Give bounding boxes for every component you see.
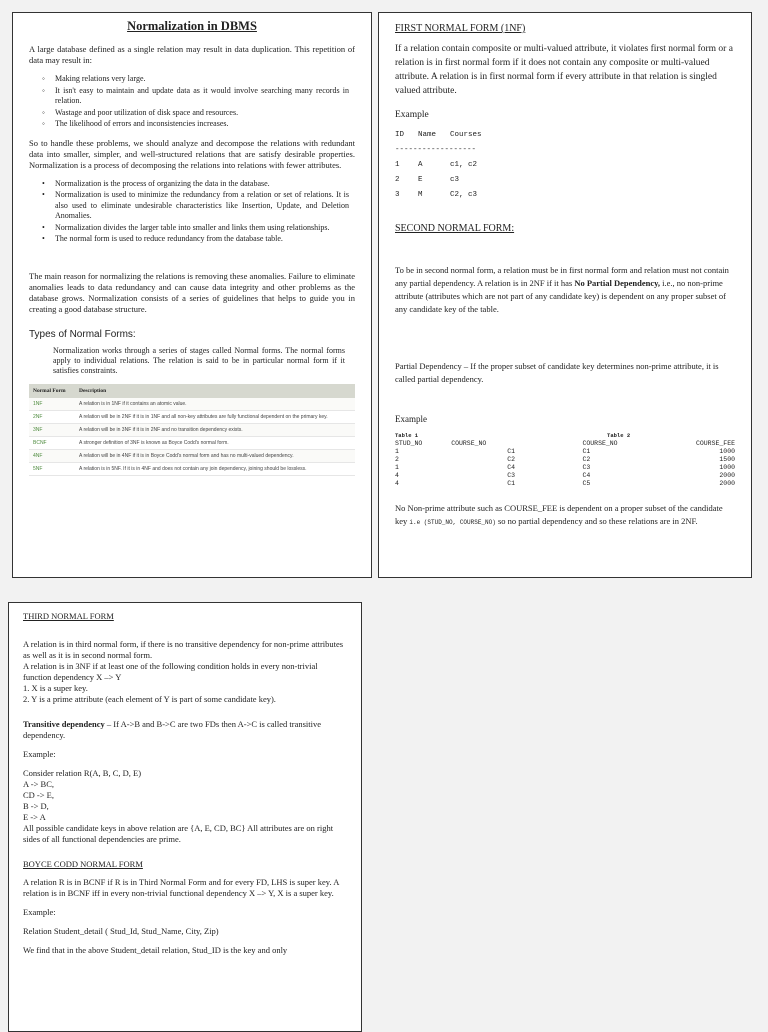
table-cell: C2, c3: [450, 190, 478, 199]
table-row: [395, 456, 735, 464]
table-row: [395, 464, 735, 472]
form-cell: 1NF: [29, 398, 75, 411]
table-row: [395, 173, 496, 188]
table-row: [395, 448, 735, 456]
list-item: ◦ Wastage and poor utilization of disk space and resources.: [55, 108, 355, 119]
normal-forms-table: [29, 384, 355, 476]
form-cell: 2NF: [29, 410, 75, 423]
table-cell: 2: [395, 456, 399, 463]
first-second-normal-form-page: [378, 12, 752, 578]
3nf-condition: A relation is in 3NF if at least one of the following condition holds in every non-trivial function dependency X –> Y: [23, 661, 318, 682]
reason-paragraph: The main reason for normalizing the relations is removing these anomalies. Failure to eliminate anomalies leads to data redundancy and can cause data integrity and other problems as the database grows. Normalization consists of a series of guidelines that helps to guide you in creating a good database structure.: [29, 270, 355, 314]
analysis-text: We find that in the above Student_detail relation, Stud_ID is the key and only: [23, 945, 288, 955]
table-cell: 2000: [719, 472, 735, 479]
key-span: i.e (STUD_NO, COURSE_NO): [409, 519, 496, 526]
table-cell: c1, c2: [450, 160, 478, 169]
2nf-conclusion: [395, 502, 735, 529]
table-row: [29, 462, 355, 475]
column-header: ID: [395, 130, 405, 139]
form-cell: BCNF: [29, 436, 75, 449]
column-header: COURSE_FEE: [695, 440, 735, 447]
example-label: Example: [395, 110, 429, 120]
table-row: [395, 480, 735, 488]
description-cell: A relation will be in 3NF if it is in 2NF and no transition dependency exists.: [75, 423, 355, 436]
candidate-keys: All possible candidate keys in above relation are {A, E, CD, BC} All attributes are on right sides of all functional dependencies are prime.: [23, 823, 334, 844]
table-cell: C3: [582, 464, 591, 471]
example-label: Example:: [23, 749, 56, 759]
page-title: Normalization in DBMS: [127, 19, 257, 33]
table-cell: C1: [507, 448, 515, 455]
table-cell: C4: [507, 464, 515, 471]
table-cell: C1: [507, 480, 515, 487]
problems-list: [29, 74, 355, 130]
table-row: [395, 472, 735, 480]
table-cell: 2000: [719, 480, 735, 487]
example-label: Example: [395, 414, 427, 424]
1nf-definition: If a relation contain composite or multi-valued attribute, it violates first normal form or a relation is in first normal form if it does not contain any composite or multi-valued attribute. A relation is in first normal form if every attribute in that relation is singled valued attribute.: [395, 44, 733, 96]
table-row: [29, 423, 355, 436]
column-header: Description: [75, 384, 355, 398]
solution-paragraph: So to handle these problems, we should analyze and decompose the relations with redundant data into smaller, simpler, and well-structured relations that are satisfy desirable properties. Normalization is a process of decomposing the relations into relations with fewer attributes.: [29, 137, 355, 170]
fd-item: B -> D,: [23, 801, 49, 811]
table-cell: 4: [395, 480, 399, 487]
table-row: [29, 398, 355, 411]
table-cell: 1000: [719, 464, 735, 471]
column-header: COURSE_NO: [451, 440, 487, 447]
types-intro: Normalization works through a series of stages called Normal forms. The normal forms apply to individual relations. The relation is said to be in particular normal form if it satisfies constraints.: [53, 345, 345, 375]
table-row: [395, 158, 496, 173]
transitive-dependency-definition: [23, 719, 347, 741]
2nf-heading: SECOND NORMAL FORM:: [395, 223, 515, 234]
table-cell: 1500: [719, 456, 735, 463]
fd-item: CD -> E,: [23, 790, 54, 800]
text-span: so no partial dependency and so these relations are in 2NF.: [495, 516, 698, 526]
intro-paragraph: A large database defined as a single relation may result in data duplication. This repetition of data may result in:: [29, 44, 355, 65]
table-cell: c3: [450, 175, 460, 184]
table-cell: 1: [395, 160, 400, 169]
fd-item: E -> A: [23, 812, 46, 822]
description-cell: A stronger definition of 3NF is known as Boyce Codd's normal form.: [75, 436, 355, 449]
column-header: STUD_NO: [395, 440, 423, 447]
relation-definition: Relation Student_detail ( Stud_Id, Stud_Name, City, Zip): [23, 926, 219, 936]
list-item: ◦ The likelihood of errors and inconsistencies increases.: [55, 119, 355, 130]
table-cell: E: [418, 175, 423, 184]
description-cell: A relation is in 1NF if it contains an atomic value.: [75, 398, 355, 411]
table-cell: 3: [395, 190, 400, 199]
list-item: ◦ Making relations very large.: [55, 74, 355, 85]
table-cell: 1000: [719, 448, 735, 455]
table-cell: A: [418, 160, 423, 169]
bcnf-definition: A relation R is in BCNF if R is in Third Normal Form and for every FD, LHS is super key. A relation is in BCNF iff in every non-trivial functional dependency X –> Y, X is a super key.: [23, 877, 339, 898]
table-cell: C3: [507, 472, 515, 479]
table-cell: C4: [582, 472, 591, 479]
description-cell: A relation will be in 2NF if it is in 1NF and all non-key attributes are fully functional dependent on the primary key.: [75, 410, 355, 423]
table-cell: C2: [582, 456, 591, 463]
form-cell: 4NF: [29, 449, 75, 462]
table-cell: C5: [582, 480, 591, 487]
condition-item: 1. X is a super key.: [23, 683, 88, 693]
text-span: – If A->B and B->C are two FDs then A->C is called transitive dependency.: [23, 719, 322, 740]
bcnf-heading: BOYCE CODD NORMAL FORM: [23, 859, 143, 869]
list-item: • Normalization is used to minimize the redundancy from a relation or set of relations. It is also used to eliminate undesirable characteristics like Insertion, Update, and Deletion Anomalies.: [55, 190, 355, 222]
text-span: To be in second normal form, a relation must be in first normal form and relation must not contain any partial dependency. A relation is in 2NF if it has: [395, 265, 729, 288]
table-caption: Table 2: [607, 432, 631, 439]
list-item: • The normal form is used to reduce redundancy from the database table.: [55, 234, 355, 245]
bold-text: No Partial Dependency,: [574, 278, 661, 288]
table-cell: 2: [395, 175, 400, 184]
table-cell: M: [418, 190, 423, 199]
text-span: No Non-prime attribute such as COURSE_FEE is dependent on a proper subset of the candidate key: [395, 503, 723, 526]
partial-dependency-definition: Partial Dependency – If the proper subset of candidate key determines non-prime attribute, it is called partial dependency.: [395, 361, 719, 384]
table-row: [395, 188, 496, 203]
condition-item: 2. Y is a prime attribute (each element of Y is part of some candidate key).: [23, 694, 276, 704]
2nf-example-table: [395, 432, 735, 488]
column-header: Courses: [450, 130, 482, 139]
description-cell: A relation will be in 4NF if it is in Boyce Codd's normal form and has no multi-valued dependency.: [75, 449, 355, 462]
list-item: • Normalization is the process of organizing the data in the database.: [55, 179, 355, 190]
list-item: • Normalization divides the larger table into smaller and links them using relationships.: [55, 223, 355, 234]
table-row: [29, 410, 355, 423]
facts-list: [29, 179, 355, 245]
form-cell: 5NF: [29, 462, 75, 475]
2nf-definition: [395, 264, 735, 316]
divider-line: ------------------: [395, 145, 477, 154]
text-span: i.e., no non-prime attribute (attributes which are not part of any candidate key) is dependent on any proper subset of any candidate key of the table.: [395, 278, 726, 314]
consider-relation: Consider relation R(A, B, C, D, E): [23, 768, 142, 778]
table-cell: C2: [507, 456, 515, 463]
1nf-heading: FIRST NORMAL FORM (1NF): [395, 23, 526, 34]
third-normal-form-page: [8, 602, 362, 1032]
bold-text: Transitive dependency: [23, 719, 105, 729]
description-cell: A relation is in 5NF. If it is in 4NF and does not contain any join dependency, joining should be lossless.: [75, 462, 355, 475]
column-header: Name: [418, 130, 437, 139]
types-heading: Types of Normal Forms:: [29, 328, 136, 340]
table-cell: 4: [395, 472, 399, 479]
table-caption: Table 1: [395, 432, 419, 439]
column-header: COURSE_NO: [582, 440, 618, 447]
3nf-definition: A relation is in third normal form, if there is no transitive dependency for non-prime attributes as well as it is in second normal form.: [23, 639, 344, 660]
normalization-overview-page: [12, 12, 372, 578]
example-label: Example:: [23, 907, 56, 917]
table-cell: 1: [395, 448, 399, 455]
1nf-example-table: [395, 128, 496, 203]
3nf-heading: THIRD NORMAL FORM: [23, 611, 114, 621]
table-cell: 1: [395, 464, 399, 471]
column-header: Normal Form: [29, 384, 75, 398]
table-cell: C1: [582, 448, 591, 455]
table-row: [29, 449, 355, 462]
list-item: ◦ It isn't easy to maintain and update data as it would involve searching many records in relation.: [55, 86, 355, 107]
table-row: [29, 436, 355, 449]
form-cell: 3NF: [29, 423, 75, 436]
fd-item: A -> BC,: [23, 779, 55, 789]
